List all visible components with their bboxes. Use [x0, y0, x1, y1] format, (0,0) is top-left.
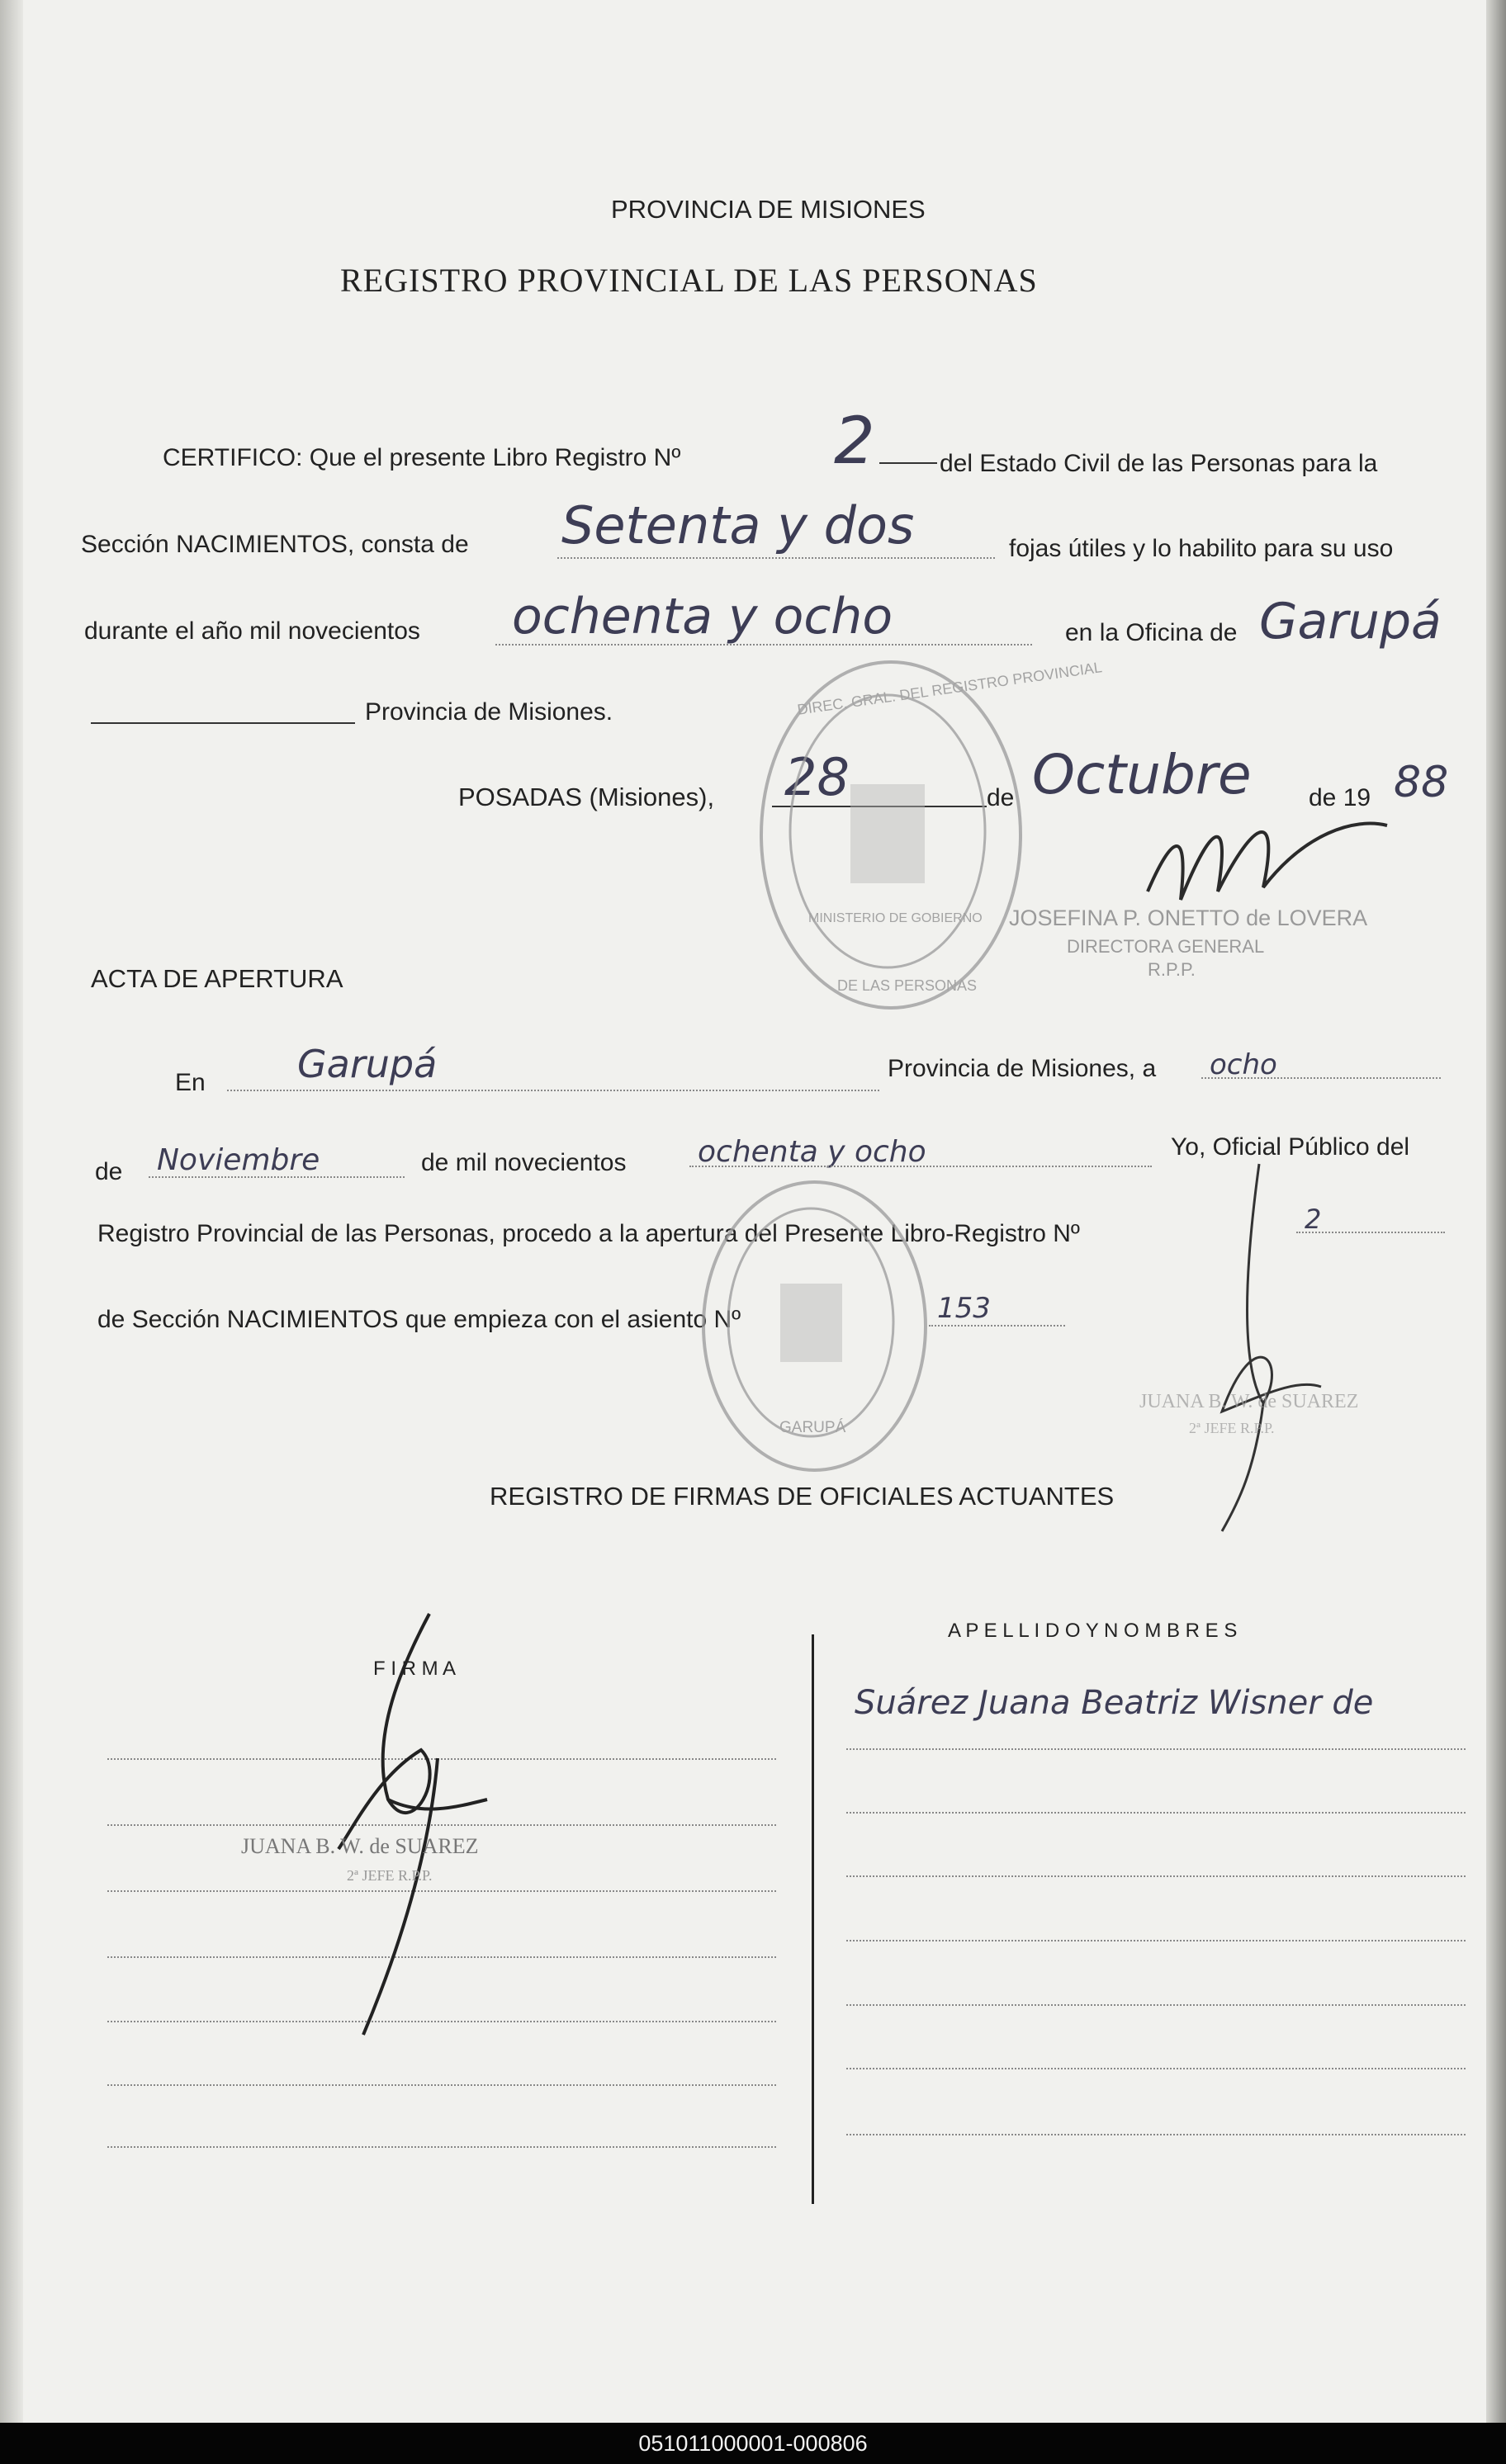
acta-line4: de Sección NACIMIENTOS que empieza con el asiento Nº	[97, 1306, 741, 1333]
acta-de: de	[95, 1158, 123, 1185]
firma-line	[107, 2084, 776, 2086]
acta-oficial: Yo, Oficial Público del	[1171, 1133, 1410, 1161]
acta-place-dots	[227, 1090, 879, 1091]
registry-heading: REGISTRO PROVINCIAL DE LAS PERSONAS	[340, 262, 1038, 299]
cert-book-number-line	[879, 462, 937, 464]
acta-year-dots	[689, 1166, 1152, 1167]
acta-book-number: 2	[1305, 1204, 1322, 1235]
director-stamp-top-text: DIREC. GRAL. DEL REGISTRO PROVINCIAL	[796, 659, 1103, 718]
cert-de2: de 19	[1309, 784, 1371, 811]
names-line	[846, 1875, 1466, 1877]
acta-line3: Registro Provincial de las Personas, procedo a la apertura del Presente Libro-Registro Nº	[97, 1220, 1080, 1247]
cert-line4: Provincia de Misiones.	[365, 698, 613, 726]
director-stamp-title: DIRECTORA GENERAL	[1067, 936, 1265, 957]
acta-place: Garupá	[297, 1042, 438, 1086]
official-stamp-firma-name: JUANA B. W. de SUAREZ	[241, 1834, 479, 1858]
page-edge	[1486, 0, 1506, 2423]
cert-de1: de	[987, 784, 1015, 811]
names-line	[846, 2068, 1466, 2069]
col-firma-header: F I R M A	[373, 1658, 457, 1680]
official-stamp-mid-title: 2ª JEFE R.P.P.	[1189, 1420, 1275, 1436]
official-signature-mid	[1189, 1156, 1338, 1535]
director-stamp-inner-text: MINISTERIO DE GOBIERNO	[808, 911, 983, 925]
names-line	[846, 1812, 1466, 1814]
cert-year-digits: 88	[1394, 758, 1449, 807]
cert-year-words: ochenta y ocho	[512, 588, 893, 646]
acta-entry-dots	[929, 1325, 1065, 1327]
acta-year-words: ochenta y ocho	[698, 1135, 926, 1169]
cert-pages-dots	[557, 557, 995, 559]
cert-line1-b: del Estado Civil de las Personas para la	[940, 450, 1378, 477]
acta-month: Noviembre	[157, 1143, 320, 1177]
book-spine	[0, 0, 23, 2423]
acta-title: ACTA DE APERTURA	[91, 964, 343, 993]
cert-line2-a: Sección NACIMIENTOS, consta de	[81, 531, 469, 558]
cert-line3-b: en la Oficina de	[1065, 619, 1238, 646]
acta-prov: Provincia de Misiones, a	[888, 1055, 1157, 1082]
cert-line3-a: durante el año mil novecientos	[84, 617, 420, 645]
director-stamp-name: JOSEFINA P. ONETTO de LOVERA	[1009, 906, 1368, 930]
cert-line2-b: fojas útiles y lo habilito para su uso	[1009, 535, 1394, 562]
names-line	[846, 2134, 1466, 2135]
firma-line	[107, 2146, 776, 2148]
office-stamp-text: GARUPÁ	[779, 1419, 846, 1436]
official-stamp-mid-name: JUANA B. W. de SUAREZ	[1139, 1391, 1359, 1412]
acta-day-words: ocho	[1210, 1048, 1277, 1081]
acta-en: En	[175, 1069, 206, 1096]
director-stamp-org: R.P.P.	[1148, 959, 1196, 980]
cert-book-number: 2	[834, 404, 875, 479]
director-round-stamp	[760, 659, 1103, 1010]
office-round-stamp	[702, 1180, 927, 1472]
cert-line4-blank	[91, 722, 355, 724]
cert-place: POSADAS (Misiones),	[458, 783, 715, 811]
col-names-header: A P E L L I D O Y N O M B R E S	[948, 1620, 1238, 1642]
signatures-title: REGISTRO DE FIRMAS DE OFICIALES ACTUANTES	[490, 1482, 1115, 1511]
official-stamp-firma-title: 2ª JEFE R.P.P.	[347, 1867, 433, 1884]
cert-year-dots	[495, 644, 1032, 646]
name-entry-1: Suárez Juana Beatriz Wisner de	[855, 1684, 1374, 1722]
column-divider	[812, 1634, 814, 2204]
official-signature-firma	[322, 1610, 520, 2039]
province-heading: PROVINCIA DE MISIONES	[611, 195, 926, 224]
cert-line1-a: CERTIFICO: Que el presente Libro Registro Nº	[163, 444, 681, 471]
names-line	[846, 1940, 1466, 1941]
names-line	[846, 1748, 1466, 1750]
names-line	[846, 2004, 1466, 2006]
cert-day: 28	[784, 747, 850, 807]
cert-month: Octubre	[1032, 743, 1252, 806]
cert-pages-count: Setenta y dos	[561, 495, 915, 556]
cert-office: Garupá	[1259, 593, 1442, 650]
document-id-footer: 051011000001-000806	[0, 2423, 1506, 2464]
acta-mil: de mil novecientos	[421, 1149, 627, 1176]
acta-month-dots	[149, 1176, 405, 1178]
acta-entry-number: 153	[937, 1292, 991, 1325]
acta-day-dots	[1201, 1077, 1441, 1079]
director-stamp-bottom-text: DE LAS PERSONAS	[837, 977, 978, 994]
